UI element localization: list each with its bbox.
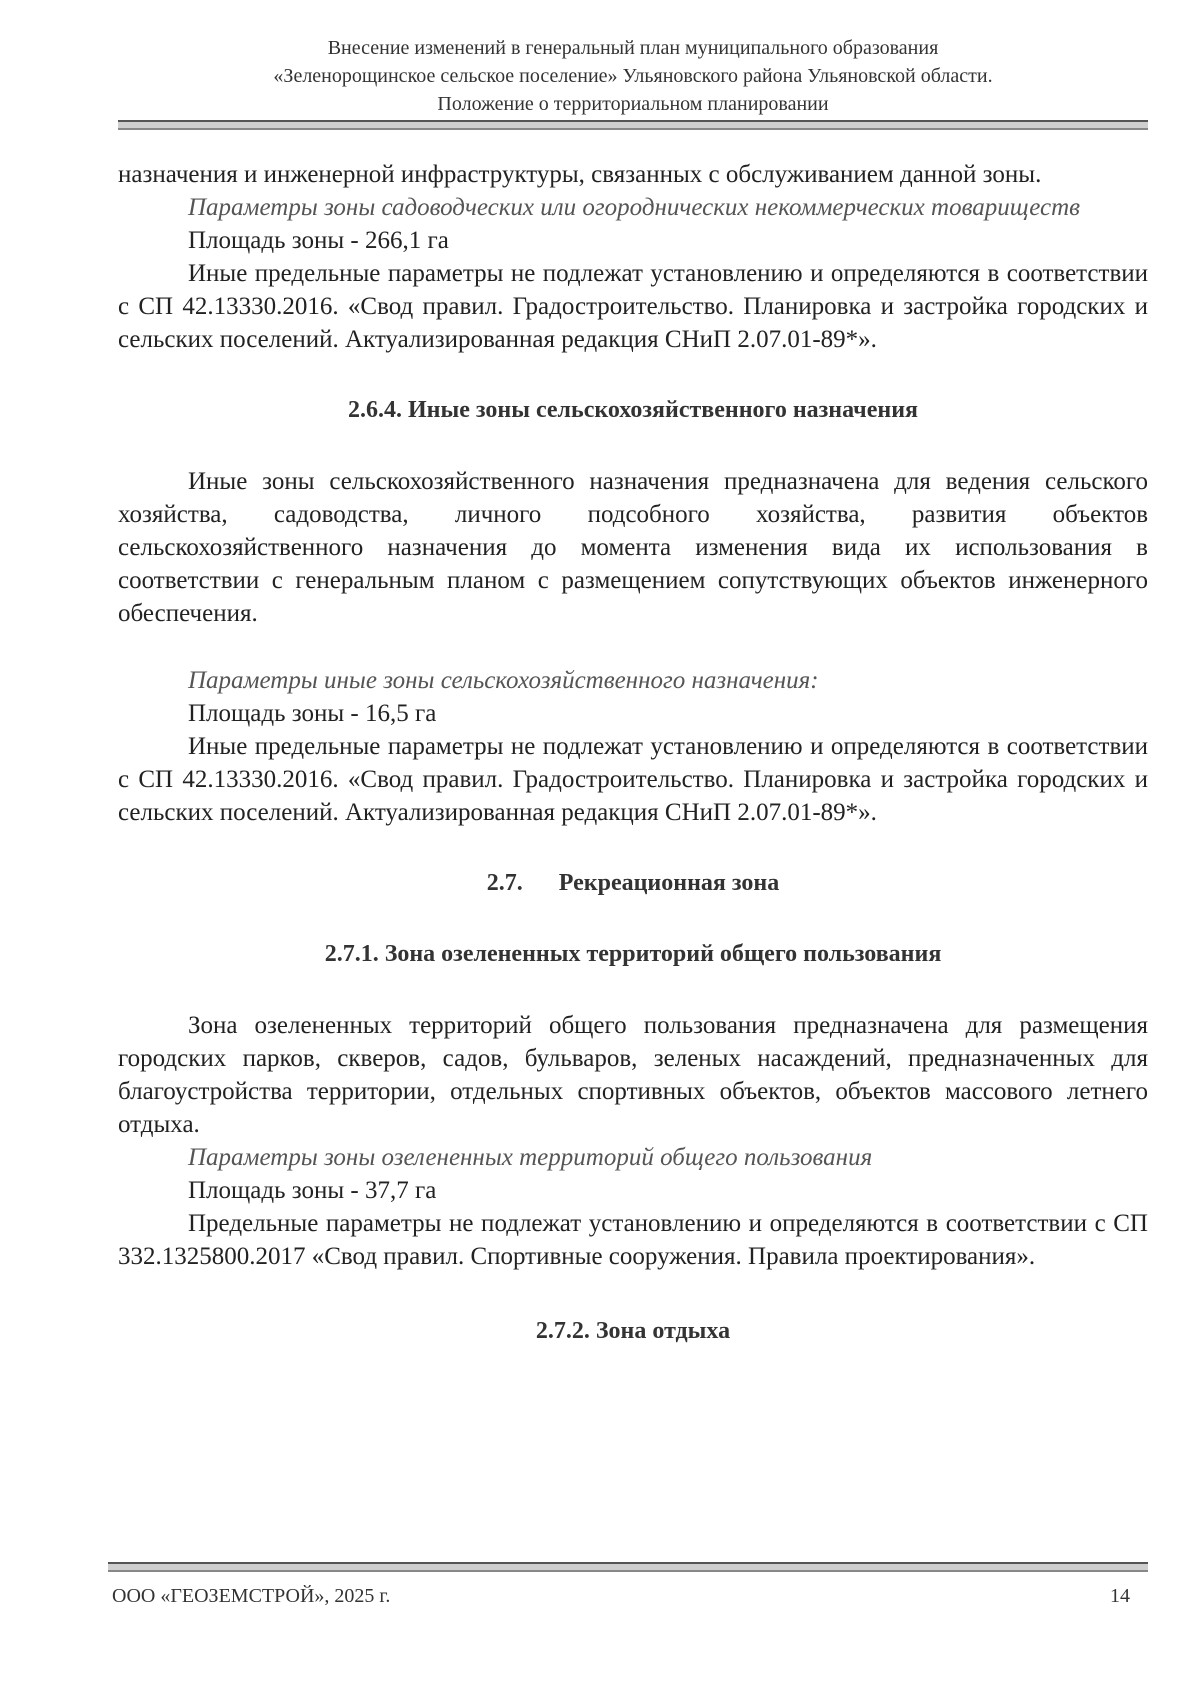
paragraph: Зона озелененных территорий общего пользования предназначена для размещения городских парков, скверов, садов, бульваров, зеленых насаждений, предназначенных для благоустройства территории, отдельных спортивных объектов, объектов массового летнего отдыха.	[118, 1012, 1148, 1138]
section-heading-2-7-1: 2.7.1. Зона озелененных территорий общего пользования	[324, 941, 942, 967]
paragraph: Иные зоны сельскохозяйственного назначения предназначена для ведения сельского хозяйства, садоводства, личного подсобного хозяйства, развития объектов сельскохозяйственного назначения до момента изменения вида их использования в соответствии с генеральным планом с размещением сопутствующих объектов инженерного обеспечения.	[118, 468, 1148, 627]
section-heading-2-6-4: 2.6.4. Иные зоны сельскохозяйственного назначения	[348, 397, 918, 423]
section-number: 2.7.	[486, 870, 523, 896]
section-title: Рекреационная зона	[558, 870, 780, 896]
parameters-heading: Параметры зоны озелененных территорий общего пользования	[188, 1144, 873, 1171]
section-heading-2-7	[118, 867, 1148, 900]
header-divider	[118, 120, 1148, 130]
page-number: 14	[1110, 1585, 1130, 1607]
paragraph: Иные предельные параметры не подлежат установлению и определяются в соответствии с СП 42.13330.2016. «Свод правил. Градостроительство. Планировка и застройка городских и сельских поселений. Актуализированная редакция СНиП 2.07.01-89*».	[118, 260, 1148, 353]
zone-area: Площадь зоны - 266,1 га	[188, 227, 449, 254]
header-line-3: Положение о территориальном планировании	[437, 93, 829, 115]
footer-divider	[108, 1562, 1148, 1572]
section-heading-2-7-2: 2.7.2. Зона отдыха	[535, 1318, 731, 1344]
footer-company: ООО «ГЕОЗЕМСТРОЙ», 2025 г.	[112, 1585, 391, 1607]
parameters-heading: Параметры зоны садоводческих или огороднических некоммерческих товариществ	[188, 194, 1081, 221]
paragraph: назначения и инженерной инфраструктуры, связанных с обслуживанием данной зоны.	[118, 161, 1042, 188]
paragraph: Предельные параметры не подлежат установлению и определяются в соответствии с СП 332.1325800.2017 «Свод правил. Спортивные сооружения. Правила проектирования».	[118, 1210, 1148, 1270]
page-header	[118, 34, 1148, 118]
document-body	[118, 158, 1148, 1348]
zone-area: Площадь зоны - 16,5 га	[188, 700, 437, 727]
header-line-2: «Зеленорощинское сельское поселение» Ульяновского района Ульяновской области.	[273, 65, 993, 87]
parameters-heading: Параметры иные зоны сельскохозяйственного назначения:	[188, 667, 819, 694]
zone-area: Площадь зоны - 37,7 га	[188, 1177, 437, 1204]
paragraph: Иные предельные параметры не подлежат установлению и определяются в соответствии с СП 42.13330.2016. «Свод правил. Градостроительство. Планировка и застройка городских и сельских поселений. Актуализированная редакция СНиП 2.07.01-89*».	[118, 733, 1148, 826]
header-line-1: Внесение изменений в генеральный план муниципального образования	[327, 37, 939, 59]
